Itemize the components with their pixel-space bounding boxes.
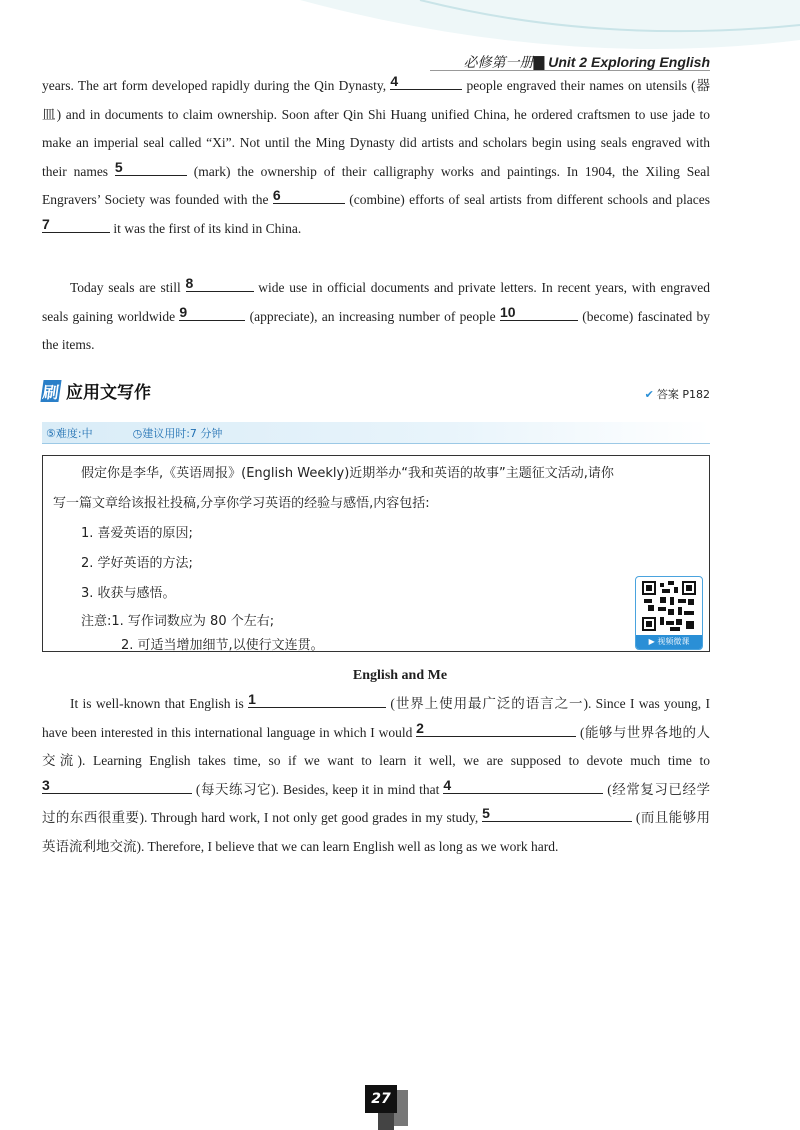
blank-number: 1 — [248, 691, 256, 707]
essay-blank-2[interactable] — [416, 719, 576, 737]
blank-number: 10 — [499, 303, 516, 320]
page-number: 27 — [365, 1085, 397, 1113]
difficulty-level — [46, 425, 93, 441]
essay-blank-5[interactable] — [482, 807, 632, 822]
answer-reference[interactable] — [645, 386, 710, 402]
blank-4[interactable] — [390, 75, 462, 90]
header-unit-title: Exploring English — [590, 54, 710, 70]
blank-number: 6 — [272, 187, 281, 204]
essay-text: (每天练习它). Besides, keep it in mind that — [195, 781, 440, 797]
section-heading — [42, 378, 151, 403]
clock-icon: ◷ — [132, 426, 143, 440]
task-line-2: 写一篇文章给该报社投稿,分享你学习英语的经验与感悟,内容包括: — [53, 496, 430, 511]
passage-paragraph-1 — [42, 72, 710, 244]
difficulty-text: 难度:中 — [55, 426, 93, 440]
passage-text: (become) fascinated by the items. — [42, 308, 711, 353]
blank-7[interactable] — [42, 215, 110, 233]
task-line-1: 假定你是李华,《英语周报》(English Weekly)近期举办“我和英语的故事”主题征文活动,请你 — [81, 466, 614, 481]
essay-text: (世界上使用最广泛的语言之一). Since I was young, I have been interested in this international language in which I would — [42, 696, 710, 740]
passage-paragraph-2 — [42, 274, 710, 360]
blank-number: 9 — [179, 303, 188, 320]
blank-5[interactable] — [114, 158, 187, 176]
check-icon: ✔ — [644, 388, 654, 401]
running-header: 必修第一册▇ Unit 2 Exploring English — [463, 54, 710, 70]
section-title: 应用文写作 — [66, 383, 151, 403]
task-item-3: 3. 收获与感悟。 — [81, 586, 176, 601]
essay-text: (能够与世界各地的人交流). Learning English takes time, so if we want to learn it well, we are supposed to devote much time to — [42, 724, 710, 769]
essay-title: English and Me — [352, 668, 448, 683]
section-mark: 刷 — [40, 380, 61, 402]
blank-10[interactable] — [499, 303, 578, 321]
difficulty-bar — [42, 422, 710, 444]
qr-caption-text: 视频微课 — [657, 637, 690, 646]
blank-number: 5 — [114, 158, 123, 175]
video-qr-code[interactable] — [635, 576, 703, 650]
header-book: 必修第一册 — [463, 54, 534, 70]
difficulty-icon: ⑤ — [46, 426, 56, 440]
essay-body — [42, 690, 710, 862]
essay-text: (经常复习已经学过的东西很重要). Through hard work, I not only get good grades in my study, — [42, 781, 711, 826]
blank-9[interactable] — [179, 303, 245, 321]
answer-ref-text: 答案 P182 — [656, 388, 710, 401]
blank-6[interactable] — [273, 189, 345, 204]
suggested-time — [133, 425, 223, 441]
passage-text: (combine) efforts of seal artists from different schools and places — [349, 192, 711, 208]
passage-text: (mark) the ownership of their calligraphy works and paintings. In 1904, the Xiling Seal Engravers’ Society was founded with the — [42, 163, 710, 208]
essay-blank-3[interactable] — [42, 776, 192, 794]
task-note-2: 2. 可适当增加细节,以使行文连贯。 — [121, 638, 324, 653]
blank-number: 3 — [42, 776, 50, 793]
passage-text: people engraved their names on utensils (器皿) and in documents to claim ownership. Soon after Qin Shi Huang unified China, he ordered craftsmen to use jade to make an imperial seal called “Xi”. Not until the Ming Dynasty did artists and scholars begin using seals engraved with their names — [42, 78, 710, 179]
writing-task-box — [42, 455, 710, 652]
header-rule — [430, 70, 710, 71]
blank-number: 4 — [390, 73, 399, 89]
passage-text: Today seals are still — [70, 280, 181, 295]
time-text: 建议用时:7 分钟 — [142, 426, 223, 440]
essay-blank-4[interactable] — [443, 776, 603, 794]
header-unit: Unit 2 — [548, 54, 588, 70]
passage-text: it was the first of its kind in China. — [113, 220, 302, 236]
blank-number: 2 — [416, 719, 424, 736]
task-item-2: 2. 学好英语的方法; — [81, 556, 193, 571]
blank-number: 8 — [185, 275, 194, 291]
blank-number: 4 — [443, 776, 452, 793]
task-note-1: 注意:1. 写作词数应为 80 个左右; — [81, 614, 275, 629]
qr-caption: ▶ 视频微课 — [636, 635, 702, 649]
task-item-1: 1. 喜爱英语的原因; — [81, 526, 193, 541]
passage-text: years. The art form developed rapidly during the Qin Dynasty, — [42, 78, 387, 93]
essay-text: (而且能够用英语流利地交流). Therefore, I believe that we can learn English well as long as we work hard. — [42, 810, 711, 854]
essay-blank-1[interactable] — [248, 693, 386, 708]
blank-number: 5 — [482, 805, 490, 822]
blank-8[interactable] — [186, 277, 254, 292]
page-number-decoration — [378, 1112, 394, 1130]
passage-text: wide use in official documents and private letters. In recent years, with engraved seals gaining worldwide — [42, 280, 711, 324]
essay-text: It is well-known that English is — [70, 696, 244, 711]
qr-code-icon — [642, 581, 696, 631]
blank-number: 7 — [42, 215, 50, 232]
passage-text: (appreciate), an increasing number of people — [249, 308, 496, 324]
